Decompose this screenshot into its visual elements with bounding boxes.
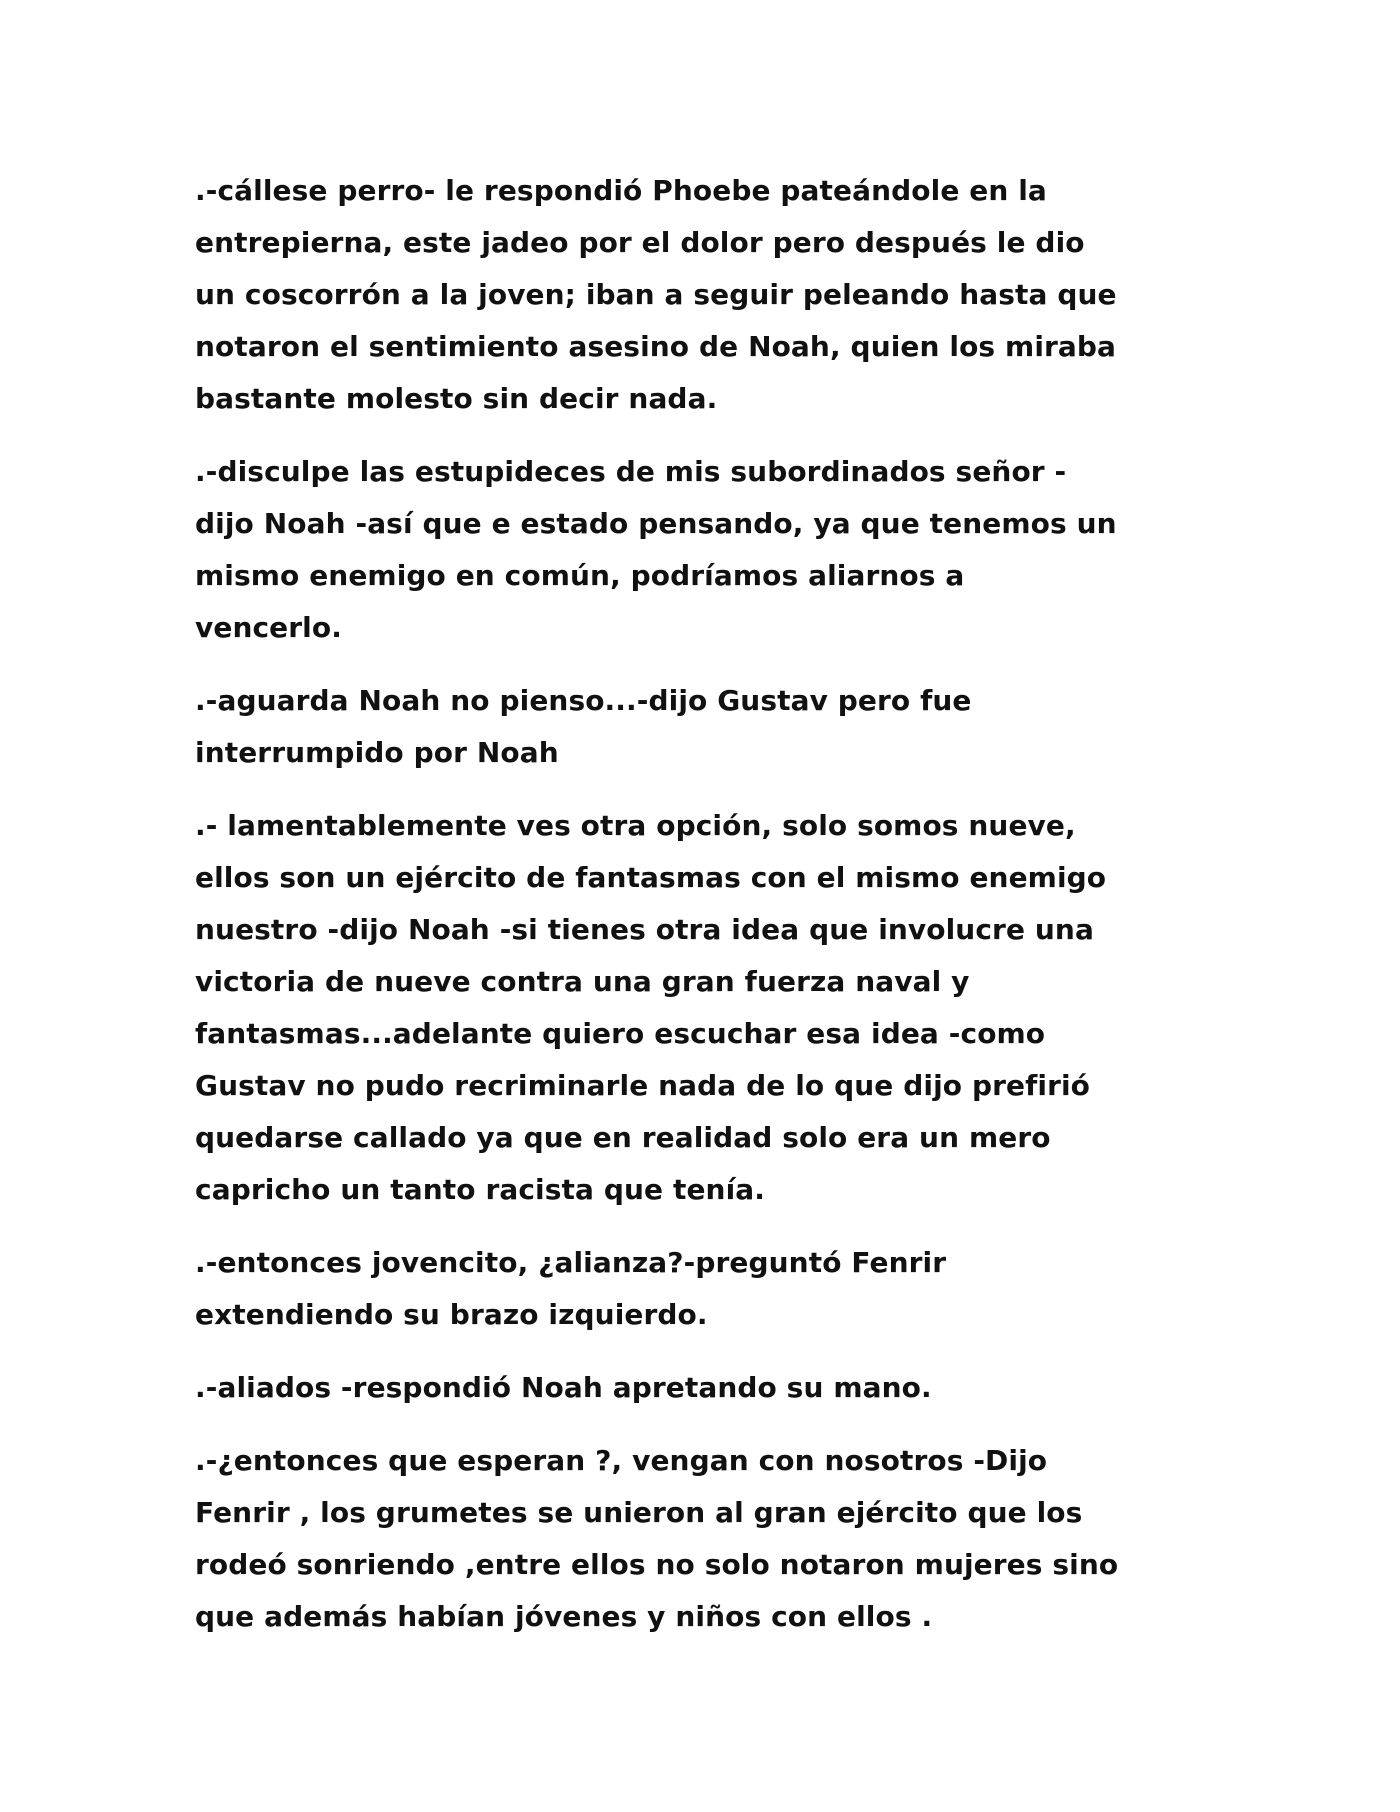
paragraph-2: .-disculpe las estupideces de mis subordinados señor - dijo Noah -así que e estado pensando, ya que tenemos un mismo enemigo en común, podríamos aliarnos a vencerlo.: [195, 455, 1117, 644]
paragraph-1: .-cállese perro- le respondió Phoebe pateándole en la entrepierna, este jadeo por el dolor pero después le dio un coscorrón a la joven; iban a seguir peleando hasta que notaron el sentimiento asesino de Noah, quien los miraba bastante molesto sin decir nada.: [195, 174, 1117, 415]
paragraph-4: .- lamentablemente ves otra opción, solo somos nueve, ellos son un ejército de fantasmas con el mismo enemigo nuestro -dijo Noah -si tienes otra idea que involucre una victoria de nueve contra una gran fuerza naval y fantasmas...adelante quiero escuchar esa idea -como Gustav no pudo recriminarle nada de lo que dijo prefirió quedarse callado ya que en realidad solo era un mero capricho un tanto racista que tenía.: [195, 809, 1107, 1206]
paragraph-7: .-¿entonces que esperan ?, vengan con nosotros -Dijo Fenrir , los grumetes se unieron al gran ejército que los rodeó sonriendo ,entre ellos no solo notaron mujeres sino que además habían jóvenes y niños con ellos .: [195, 1444, 1119, 1633]
body-text: [195, 165, 1235, 1664]
paragraph-6: .-aliados -respondió Noah apretando su mano.: [195, 1371, 932, 1404]
paragraph-3: .-aguarda Noah no pienso...-dijo Gustav pero fue interrumpido por Noah: [195, 684, 972, 769]
paragraph-5: .-entonces jovencito, ¿alianza?-preguntó Fenrir extendiendo su brazo izquierdo.: [195, 1246, 947, 1331]
